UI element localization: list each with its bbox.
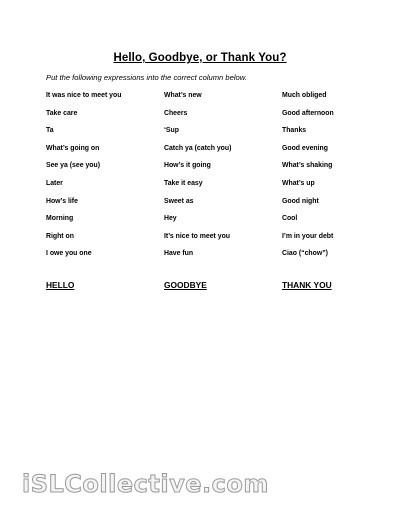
expression-cell: Ciao (“chow”) [282, 250, 328, 258]
expression-cell: What’s up [282, 179, 315, 187]
expression-cell: Take care [46, 109, 78, 117]
expression-cell: Good afternoon [282, 109, 334, 117]
expression-row [46, 162, 376, 180]
expression-cell: Cheers [164, 109, 188, 117]
expression-row [46, 127, 376, 145]
expression-cell: Right on [46, 232, 74, 240]
expression-cell: How’s life [46, 197, 78, 205]
expression-cell: Good night [282, 197, 319, 205]
expression-cell: Later [46, 179, 63, 187]
expression-row [46, 180, 376, 198]
expression-cell: I’m in your debt [282, 232, 334, 240]
expression-cell: Good evening [282, 144, 328, 152]
expression-row [46, 250, 376, 268]
expression-cell: Much obliged [282, 92, 327, 99]
expression-cell: Ta [46, 127, 54, 135]
expression-row [46, 233, 376, 251]
expression-cell: Thanks [282, 127, 307, 135]
expression-cell: It was nice to meet you [46, 92, 122, 99]
column-heading-goodbye: GOODBYE [164, 280, 207, 290]
expression-row [46, 198, 376, 216]
expression-cell: I owe you one [46, 250, 92, 258]
expression-cell: Take it easy [164, 179, 203, 187]
expression-cell: Morning [46, 215, 74, 223]
expression-cell: What’s shaking [282, 162, 333, 170]
expression-row [46, 92, 376, 110]
worksheet-title: Hello, Goodbye, or Thank You? [113, 52, 287, 64]
expression-row [46, 215, 376, 233]
expressions-grid [46, 92, 376, 268]
expression-cell: See ya (see you) [46, 162, 101, 170]
expression-cell: It’s nice to meet you [164, 232, 230, 240]
expression-cell: Cool [282, 215, 298, 223]
expression-cell: Sweet as [164, 197, 194, 205]
expression-row [46, 145, 376, 163]
expression-cell: What’s new [164, 92, 202, 99]
expression-cell: ‘Sup [164, 127, 179, 135]
instructions-text: Put the following expressions into the correct column below. [46, 73, 247, 82]
expression-cell: How’s it going [164, 162, 211, 170]
column-headings [46, 280, 376, 294]
column-heading-thank-you: THANK YOU [282, 280, 332, 290]
expression-cell: Hey [164, 215, 177, 223]
expression-cell: Have fun [164, 250, 194, 258]
site-watermark: iSLCollective.com [22, 470, 269, 498]
expression-cell: Catch ya (catch you) [164, 144, 232, 152]
expression-cell: What’s going on [46, 144, 100, 152]
expression-row [46, 110, 376, 128]
column-heading-hello: HELLO [46, 280, 75, 290]
